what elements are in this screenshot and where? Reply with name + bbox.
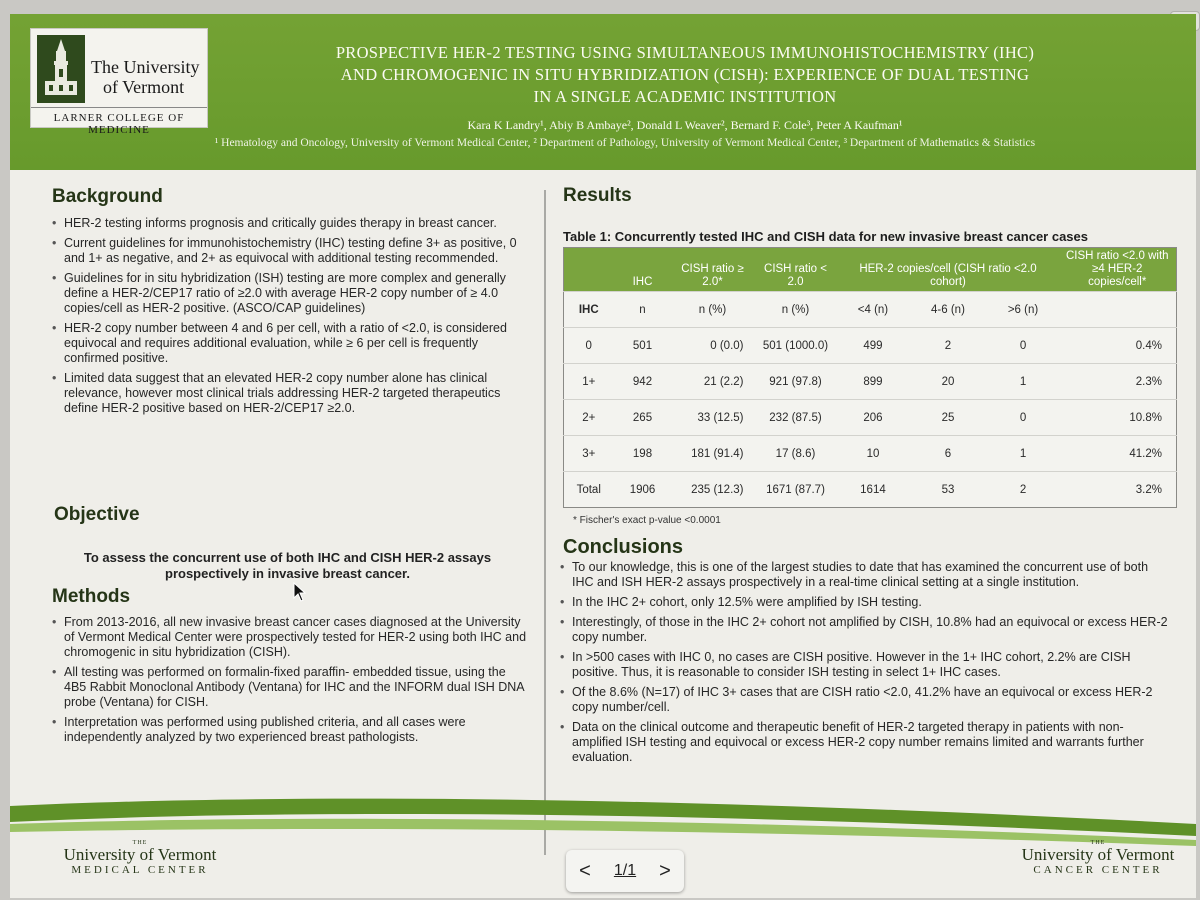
table-cell: 1614 <box>838 472 909 508</box>
table-cell: 921 (97.8) <box>754 364 838 400</box>
uvm-medical-center-logo <box>60 840 220 876</box>
list-item: • In >500 cases with IHC 0, no cases are CISH positive. However in the 1+ IHC cohort, 2.2% are CISH positive. Thus, it is reasonable to consider ISH testing in select 1+ IHC cases. <box>558 650 1170 680</box>
table-cell: 10 <box>838 436 909 472</box>
table-cell: n (%) <box>754 292 838 328</box>
uvm-cancer-center-logo <box>1018 840 1178 876</box>
table-cell: 198 <box>614 436 672 472</box>
table-cell: 2.3% <box>1059 364 1177 400</box>
table-cell: <4 (n) <box>838 292 909 328</box>
authors: Kara K Landry¹, Abiy B Ambaye², Donald L Weaver², Bernard F. Cole³, Peter A Kaufman¹ <box>467 118 903 132</box>
list-item: • HER-2 copy number between 4 and 6 per cell, with a ratio of <2.0, is considered equivocal and requires additional evaluation, while ≥ 6 per cell is frequently confirmed positive. <box>50 321 530 366</box>
logo-sub: MEDICAL CENTER <box>71 864 209 876</box>
table-cell: 25 <box>908 400 987 436</box>
table-cell: 0 <box>988 328 1059 364</box>
table-cell: 1+ <box>564 364 614 400</box>
table-cell: 501 (1000.0) <box>754 328 838 364</box>
table-cell: 10.8% <box>1059 400 1177 436</box>
conclusions-list <box>558 560 1170 770</box>
table-cell: 20 <box>908 364 987 400</box>
poster-header <box>10 14 1196 170</box>
table-cell: IHC <box>564 292 614 328</box>
list-item: • Of the 8.6% (N=17) of IHC 3+ cases that are CISH ratio <2.0, 41.2% have an equivocal or excess HER-2 copy number/cell. <box>558 685 1170 715</box>
table-cell: 53 <box>908 472 987 508</box>
next-page-button[interactable]: > <box>659 859 671 882</box>
table-cell: 21 (2.2) <box>672 364 754 400</box>
table-header-cell: CISH ratio <2.0 with ≥4 HER-2 copies/cell* <box>1059 248 1177 292</box>
tower-icon <box>37 35 85 103</box>
poster <box>10 14 1196 898</box>
pdf-pager <box>566 850 684 892</box>
list-item: • Current guidelines for immunohistochemistry (IHC) testing define 3+ as positive, 0 and 1+ as negative, and 2+ as equivocal with additional testing recommended. <box>50 236 530 266</box>
table-header-cell: CISH ratio ≥ 2.0* <box>672 248 754 292</box>
table-cell: 1 <box>988 436 1059 472</box>
list-item: • All testing was performed on formalin-fixed paraffin- embedded tissue, using the 4B5 Rabbit Monoclonal Antibody (Ventana) for IHC and the INFORM dual ISH DNA probe (Ventana) for CISH. <box>50 665 530 710</box>
table-subheader-row <box>564 292 1177 328</box>
uvm-name-line2: of Vermont <box>103 77 185 97</box>
table-cell: 0 <box>564 328 614 364</box>
table-caption: Table 1: Concurrently tested IHC and CISH data for new invasive breast cancer cases <box>563 229 1088 244</box>
table-header-cell <box>564 248 614 292</box>
column-divider <box>544 190 546 855</box>
table-header-cell: HER-2 copies/cell (CISH ratio <2.0 cohort) <box>838 248 1059 292</box>
table-cell: 2 <box>908 328 987 364</box>
table-cell: 2+ <box>564 400 614 436</box>
background-heading: Background <box>52 186 163 207</box>
conclusions-heading: Conclusions <box>563 536 684 558</box>
list-item: • Interpretation was performed using published criteria, and all cases were independently analyzed by two experienced breast pathologists. <box>50 715 530 745</box>
logo-sub: CANCER CENTER <box>1033 864 1163 876</box>
logo-the: THE <box>1090 840 1106 846</box>
table-cell <box>1059 292 1177 328</box>
list-item: • Interestingly, of those in the IHC 2+ cohort not amplified by CISH, 10.8% had an equivocal or excess HER-2 copy number. <box>558 615 1170 645</box>
college-name: LARNER COLLEGE OF MEDICINE <box>31 107 207 128</box>
table-cell: Total <box>564 472 614 508</box>
list-item: • Guidelines for in situ hybridization (ISH) testing are more complex and generally define a HER-2/CEP17 ratio of ≥2.0 with average HER-2 copy number of ≥ 4.0 copies/cell as HER-2 positive. (ASCO/CAP guidelines) <box>50 271 530 316</box>
table-cell: n <box>614 292 672 328</box>
poster-title <box>235 42 1135 108</box>
table-row <box>564 436 1177 472</box>
table-cell: 265 <box>614 400 672 436</box>
table-cell: 942 <box>614 364 672 400</box>
list-item: • Data on the clinical outcome and therapeutic benefit of HER-2 targeted therapy in patients with non-amplified ISH testing and equivocal or excess HER-2 copy number remains limited and warrants further evaluation. <box>558 720 1170 765</box>
title-line: IN A SINGLE ACADEMIC INSTITUTION <box>533 87 837 106</box>
table-cell: 899 <box>838 364 909 400</box>
logo-the: THE <box>132 840 148 846</box>
table-cell: >6 (n) <box>988 292 1059 328</box>
table-row <box>564 364 1177 400</box>
table-cell: 0 <box>988 400 1059 436</box>
title-line: AND CHROMOGENIC IN SITU HYBRIDIZATION (CISH): EXPERIENCE OF DUAL TESTING <box>340 65 1030 84</box>
table-cell: 235 (12.3) <box>672 472 754 508</box>
table-cell: 1671 (87.7) <box>754 472 838 508</box>
list-item: • Limited data suggest that an elevated HER-2 copy number alone has clinical relevance, however most clinical trials addressing HER-2 targeted therapeutics define HER-2 positive based on HER-2/CEP17 ≥2.0. <box>50 371 530 416</box>
title-line: PROSPECTIVE HER-2 TESTING USING SIMULTANEOUS IMMUNOHISTOCHEMISTRY (IHC) <box>335 43 1035 62</box>
mouse-cursor-icon <box>293 582 307 602</box>
list-item: • To our knowledge, this is one of the largest studies to date that has examined the concurrent use of both IHC and ISH HER-2 assays prospectively in a real-time clinical setting at a single institution. <box>558 560 1170 590</box>
objective-heading: Objective <box>54 504 140 525</box>
table-cell: 501 <box>614 328 672 364</box>
table-header-row <box>564 248 1177 292</box>
results-heading: Results <box>563 185 632 206</box>
table-cell: 6 <box>908 436 987 472</box>
table-cell: 41.2% <box>1059 436 1177 472</box>
table-cell: 17 (8.6) <box>754 436 838 472</box>
uvm-name <box>91 57 207 97</box>
page-indicator[interactable]: 1/1 <box>613 862 637 879</box>
methods-heading: Methods <box>52 586 131 607</box>
table-cell: 3+ <box>564 436 614 472</box>
table-header-cell: IHC <box>614 248 672 292</box>
table-cell: 2 <box>988 472 1059 508</box>
methods-list <box>50 615 530 750</box>
table-cell: 4-6 (n) <box>908 292 987 328</box>
objective-text: To assess the concurrent use of both IHC and CISH HER-2 assays prospectively in invasive breast cancer. <box>83 550 492 581</box>
table-cell: 181 (91.4) <box>672 436 754 472</box>
table-footnote: * Fischer's exact p-value <0.0001 <box>573 515 721 526</box>
affiliations: ¹ Hematology and Oncology, University of Vermont Medical Center, ² Department of Pathology, University of Vermont Medical Center, ³ Department of Mathematics & Statistics <box>214 137 1036 149</box>
table-header-cell: CISH ratio < 2.0 <box>754 248 838 292</box>
results-table <box>563 247 1177 508</box>
table-cell: 0.4% <box>1059 328 1177 364</box>
prev-page-button[interactable]: < <box>579 859 591 882</box>
table-row <box>564 400 1177 436</box>
table-cell: 499 <box>838 328 909 364</box>
background-list <box>50 216 530 421</box>
table-cell: 0 (0.0) <box>672 328 754 364</box>
list-item: • In the IHC 2+ cohort, only 12.5% were amplified by ISH testing. <box>558 595 1170 610</box>
list-item: • From 2013-2016, all new invasive breast cancer cases diagnosed at the University of Vermont Medical Center were prospectively tested for HER-2 using both IHC and chromogenic in situ hybridization (CISH). <box>50 615 530 660</box>
logo-name: University of Vermont <box>63 845 217 864</box>
table-cell: n (%) <box>672 292 754 328</box>
table-cell: 206 <box>838 400 909 436</box>
logo-name: University of Vermont <box>1021 845 1175 864</box>
table-cell: 3.2% <box>1059 472 1177 508</box>
list-item: • HER-2 testing informs prognosis and critically guides therapy in breast cancer. <box>50 216 530 231</box>
table-cell: 1906 <box>614 472 672 508</box>
uvm-name-line1: The University <box>91 57 200 77</box>
table-row-total <box>564 472 1177 508</box>
table-cell: 33 (12.5) <box>672 400 754 436</box>
table-row <box>564 328 1177 364</box>
table-cell: 1 <box>988 364 1059 400</box>
table-cell: 232 (87.5) <box>754 400 838 436</box>
uvm-logo <box>30 28 208 136</box>
